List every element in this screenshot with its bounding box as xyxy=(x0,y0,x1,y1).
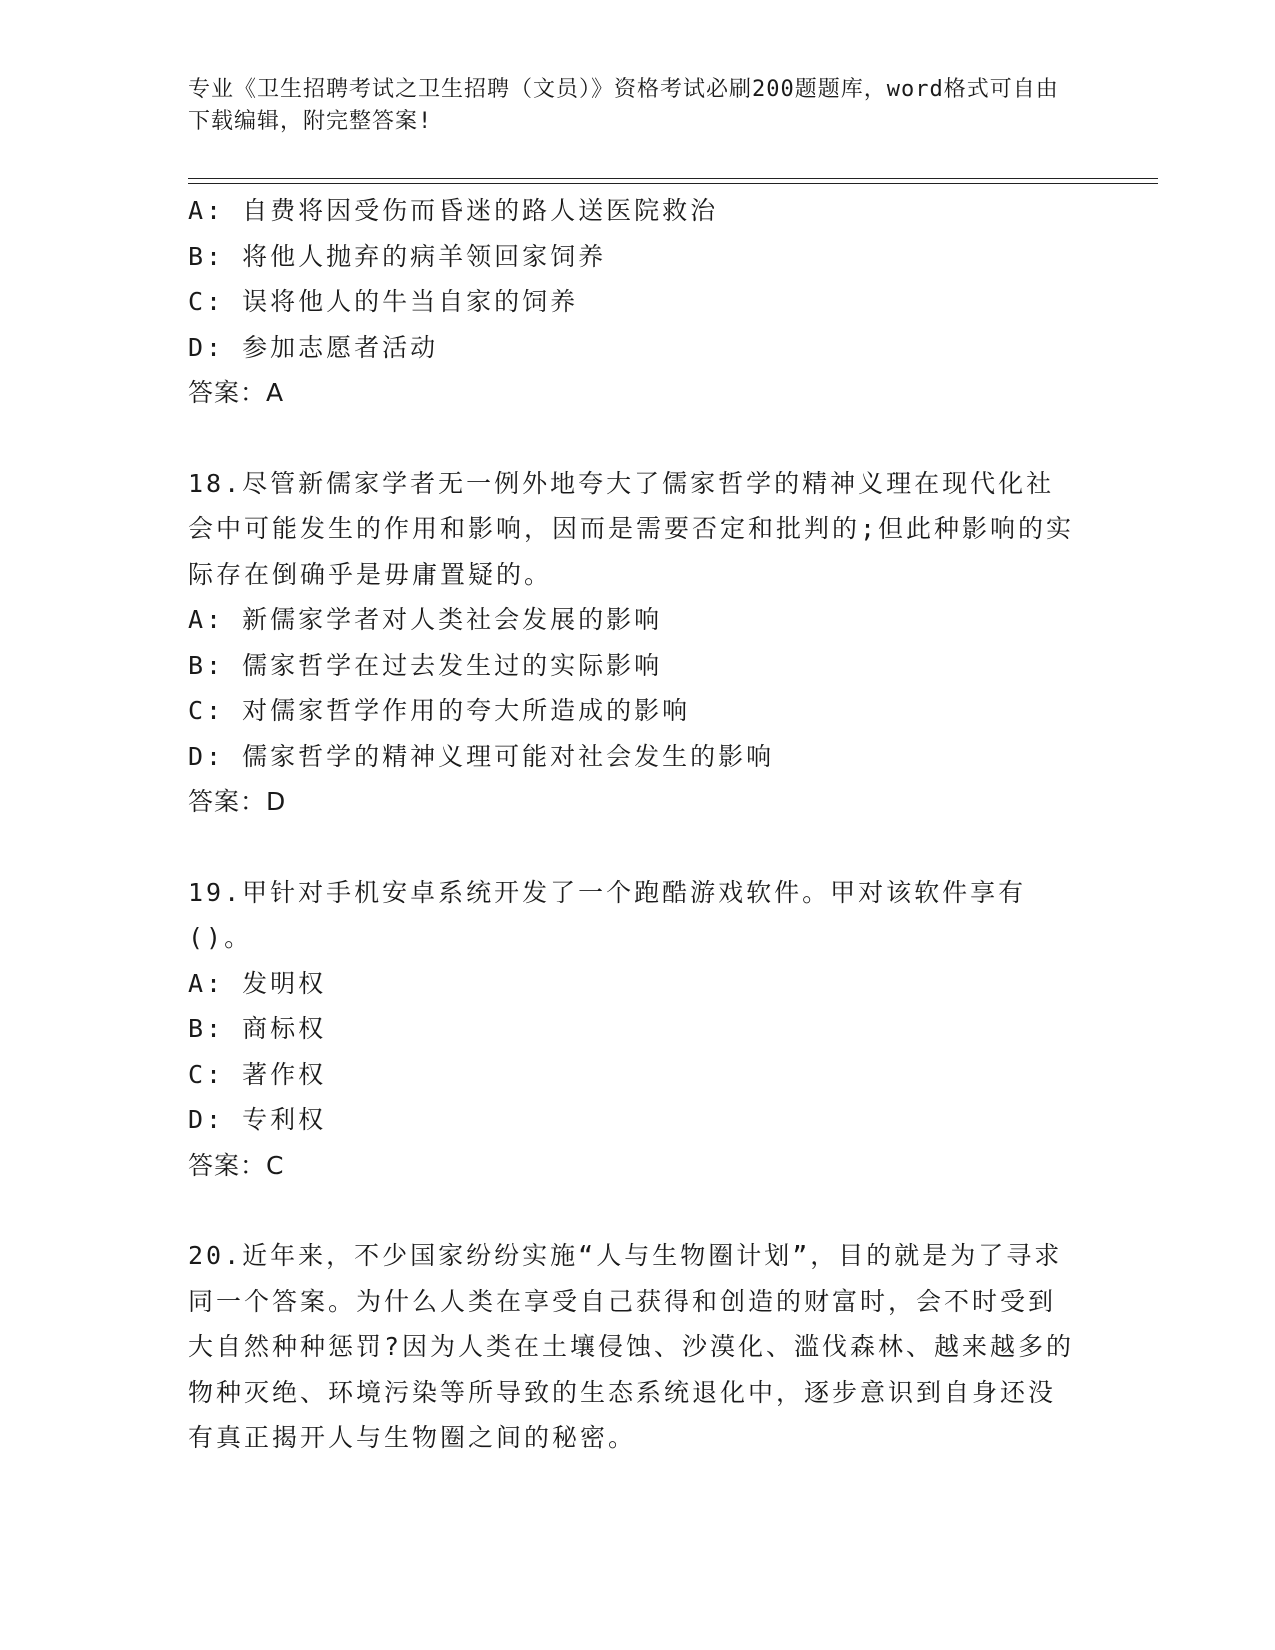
option-a: A: 自费将因受伤而昏迷的路人送医院救治 xyxy=(188,196,719,225)
question-text: 19.甲针对手机安卓系统开发了一个跑酷游戏软件。甲对该软件享有()。 xyxy=(188,877,1027,952)
answer-line: 答案：D xyxy=(188,787,287,816)
option-b: B: 商标权 xyxy=(188,1014,327,1043)
option-c: C: 著作权 xyxy=(188,1059,327,1089)
question-19 xyxy=(188,870,1088,1189)
option-a: A: 发明权 xyxy=(188,968,327,998)
header-divider-bottom xyxy=(188,183,1158,184)
option-d: D: 专利权 xyxy=(188,1105,327,1134)
option-c: C: 误将他人的牛当自家的饲养 xyxy=(188,287,579,316)
document-header: 专业《卫生招聘考试之卫生招聘（文员）》资格考试必刷200题题库，word格式可自由下载编辑，附完整答案! xyxy=(188,77,1059,134)
question-text: 20.近年来，不少国家纷纷实施“人与生物圈计划”，目的就是为了寻求同一个答案。为什么人类在享受自己获得和创造的财富时，会不时受到大自然种种惩罚?因为人类在土壤侵蚀、沙漠化、滥伐森林、越来越多的物种灭绝、环境污染等所导致的生态系统退化中，逐步意识到自身还没有真正揭开人与生物圈之间的秘密。 xyxy=(188,1241,1075,1452)
answer-line: 答案：A xyxy=(188,378,285,407)
option-d: D: 儒家哲学的精神义理可能对社会发生的影响 xyxy=(188,741,775,771)
option-b: B: 儒家哲学在过去发生过的实际影响 xyxy=(188,650,663,680)
question-20 xyxy=(188,1233,1088,1461)
document-body xyxy=(188,188,1088,1461)
answer-line: 答案：C xyxy=(188,1150,285,1180)
option-a: A: 新儒家学者对人类社会发展的影响 xyxy=(188,605,663,634)
option-b: B: 将他人抛弃的病羊领回家饲养 xyxy=(188,241,607,271)
option-c: C: 对儒家哲学作用的夸大所造成的影响 xyxy=(188,696,691,725)
question-18 xyxy=(188,461,1088,825)
header-divider-top xyxy=(188,178,1158,179)
question-text: 18.尽管新儒家学者无一例外地夸大了儒家哲学的精神义理在现代化社会中可能发生的作用和影响，因而是需要否定和批判的;但此种影响的实际存在倒确乎是毋庸置疑的。 xyxy=(188,468,1075,589)
question-17 xyxy=(188,188,1088,416)
option-d: D: 参加志愿者活动 xyxy=(188,332,439,362)
